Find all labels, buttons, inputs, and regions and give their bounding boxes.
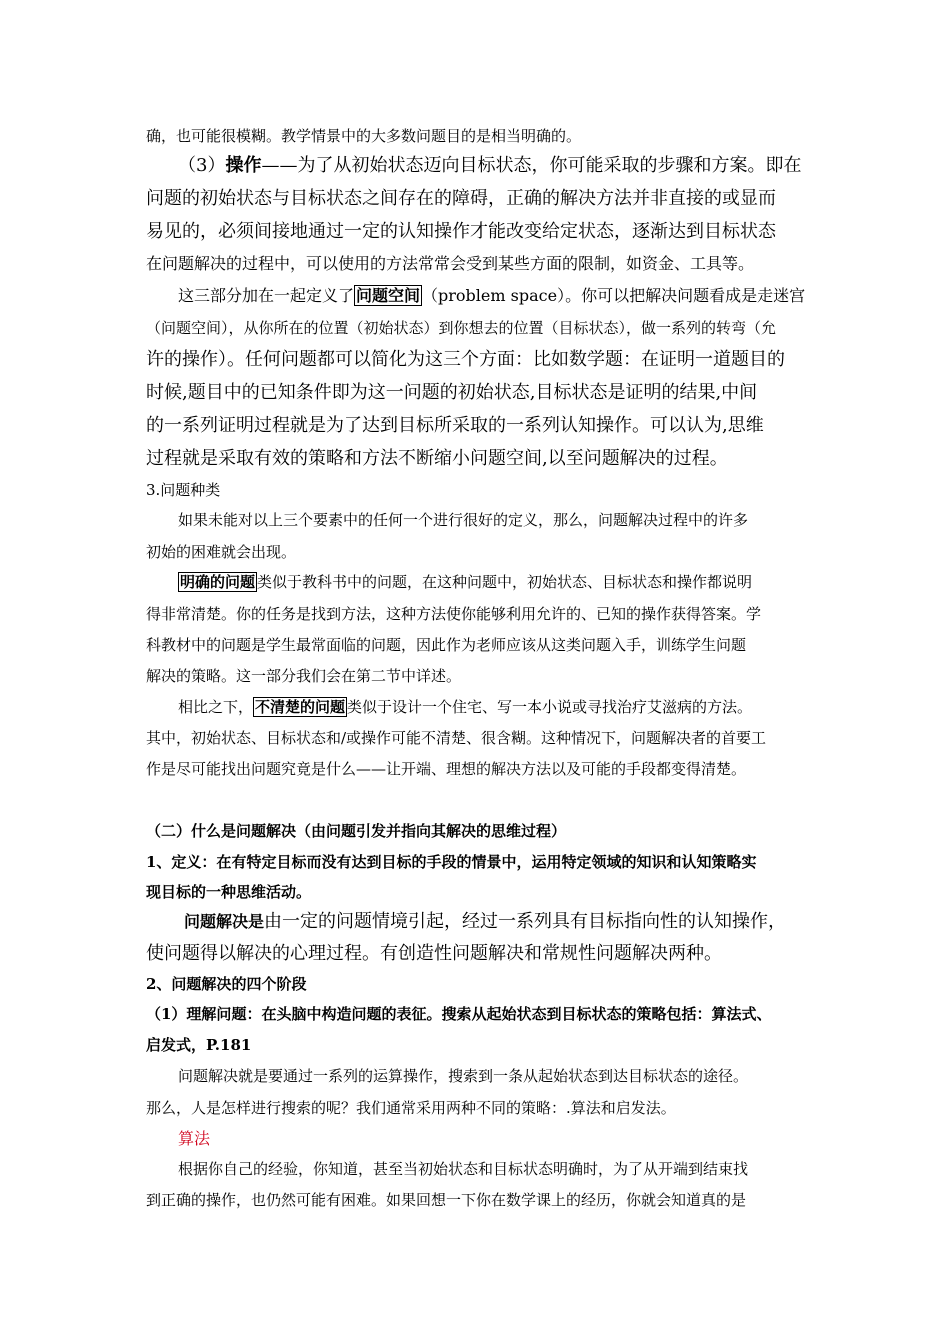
paragraph-line: 那么，人是怎样进行搜索的呢？我们通常采用两种不同的策略：.算法和启发法。 — [146, 1099, 676, 1117]
paragraph-line: 问题的初始状态与目标状态之间存在的障碍，正确的解决方法并非直接的或显而 — [146, 188, 776, 209]
paragraph-line: 根据你自己的经验，你知道，甚至当初始状态和目标状态明确时，为了从开端到结束找 — [178, 1160, 749, 1178]
term-problem-solving: 问题解决是 — [184, 912, 265, 931]
definition-line: 1、定义：在有特定目标而没有达到目标的手段的情景中，运用特定领域的知识和认知策略实 — [146, 853, 757, 871]
paragraph-line: 科教材中的问题是学生最常面临的问题，因此作为老师应该从这类问题入手，训练学生问题 — [146, 636, 747, 654]
term-ill-defined-problem: 不清楚的问题 — [255, 698, 346, 716]
paragraph-text: 这三部分加在一起定义了 — [178, 286, 355, 305]
paragraph-text: 由一定的问题情境引起，经过一系列具有目标指向性的认知操作， — [264, 911, 787, 932]
paragraph-line: 如果未能对以上三个要素中的任何一个进行很好的定义，那么，问题解决过程中的许多 — [178, 511, 749, 529]
section-heading: （二）什么是问题解决（由问题引发并指向其解决的思维过程） — [146, 822, 567, 840]
paragraph-line: 到正确的操作，也仍然可能有困难。如果回想一下你在数学课上的经历，你就会知道真的是 — [146, 1191, 747, 1209]
paragraph-line: （问题空间），从你所在的位置（初始状态）到你想去的位置（目标状态），做一系列的转弯（允 — [146, 319, 777, 337]
paragraph-line: 解决的策略。这一部分我们会在第二节中详述。 — [146, 667, 462, 685]
item-number: （3） — [178, 155, 226, 176]
paragraph-line: 初始的困难就会出现。 — [146, 543, 297, 561]
paragraph-line: 许的操作）。任何问题都可以简化为这三个方面：比如数学题：在证明一道题目的 — [146, 349, 785, 370]
paragraph-line: 在问题解决的过程中，可以使用的方法常常会受到某些方面的限制，如资金、工具等。 — [146, 254, 755, 273]
paragraph-text: 相比之下， — [178, 698, 254, 716]
algorithm-heading: 算法 — [178, 1129, 211, 1148]
paragraph-line — [178, 700, 752, 715]
subsection-heading: 启发式，P.181 — [146, 1036, 252, 1054]
paragraph-text: 类似于教科书中的问题，在这种问题中，初始状态、目标状态和操作都说明 — [257, 573, 753, 591]
paragraph-line: 的一系列证明过程就是为了达到目标所采取的一系列认知操作。可以认为,思维 — [146, 415, 764, 436]
paragraph-line: 过程就是采取有效的策略和方法不断缩小问题空间,以至问题解决的过程。 — [146, 448, 728, 469]
term-operation: 操作 — [225, 155, 262, 176]
term-well-defined-problem: 明确的问题 — [180, 573, 256, 591]
paragraph-line: 问题解决就是要通过一系列的运算操作，搜索到一条从起始状态到达目标状态的途径。 — [178, 1067, 749, 1085]
paragraph-line: 得非常清楚。你的任务是找到方法，这种方法使你能够利用允许的、已知的操作获得答案。学 — [146, 605, 762, 623]
paragraph-line: 确，也可能很模糊。教学情景中的大多数问题目的是相当明确的。 — [146, 127, 582, 145]
subsection-heading: （1）理解问题：在头脑中构造问题的表征。搜索从起始状态到目标状态的策略包括：算法式、 — [146, 1005, 772, 1023]
paragraph-text: （problem space）。你可以把解决问题看成是走迷宫 — [422, 286, 806, 305]
paragraph-line: 易见的，必须间接地通过一定的认知操作才能改变给定状态，逐渐达到目标状态 — [146, 221, 776, 242]
paragraph-text: ——为了从初始状态迈向目标状态，你可能采取的步骤和方案。即在 — [261, 155, 802, 176]
paragraph-line: 时候,题目中的已知条件即为这一问题的初始状态,目标状态是证明的结果,中间 — [146, 382, 758, 403]
paragraph-line — [178, 157, 801, 175]
term-problem-space: 问题空间 — [356, 286, 421, 305]
paragraph-line — [178, 575, 752, 590]
paragraph-line — [178, 288, 805, 304]
paragraph-text: 类似于设计一个住宅、写一本小说或寻找治疗艾滋病的方法。 — [347, 698, 753, 716]
definition-line: 现目标的一种思维活动。 — [146, 883, 312, 901]
paragraph-line: 使问题得以解决的心理过程。有创造性问题解决和常规性问题解决两种。 — [146, 943, 722, 964]
paragraph-line: 其中，初始状态、目标状态和/或操作可能不清楚、很含糊。这种情况下，问题解决者的首要工 — [146, 729, 767, 747]
paragraph-line — [184, 913, 786, 931]
section-heading: 2、问题解决的四个阶段 — [146, 975, 307, 993]
section-heading: 3.问题种类 — [146, 481, 221, 499]
paragraph-line: 作是尽可能找出问题究竟是什么——让开端、理想的解决方法以及可能的手段都变得清楚。 — [146, 760, 747, 778]
